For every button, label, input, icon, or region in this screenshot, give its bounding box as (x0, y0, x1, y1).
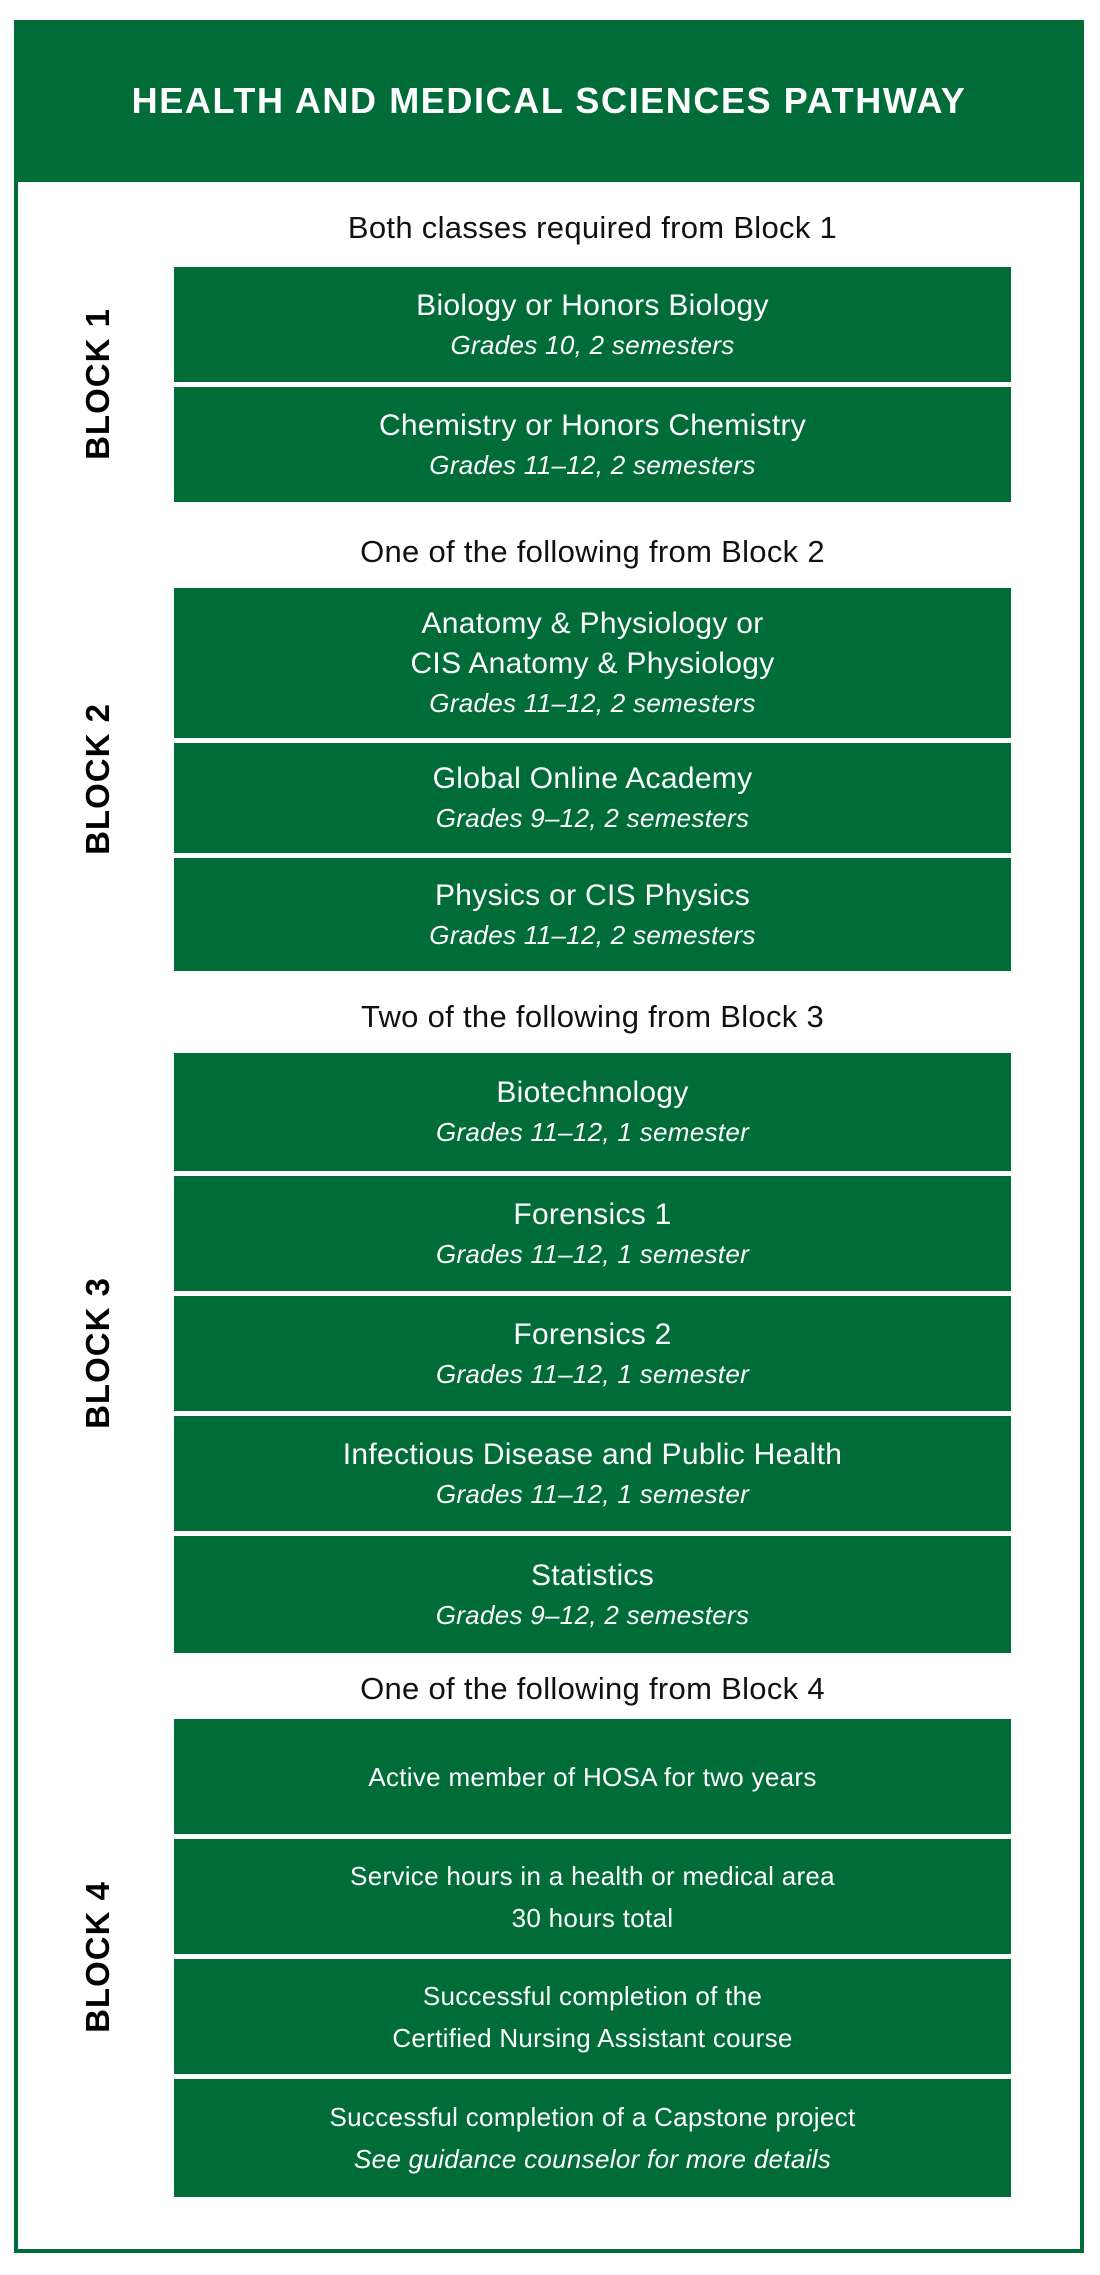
course-card-forensics-2 (174, 1296, 1011, 1411)
course-title-line2: CIS Anatomy & Physiology (410, 647, 775, 680)
requirement-card-capstone (174, 2079, 1011, 2197)
block-1-label: BLOCK 1 (79, 308, 116, 460)
course-detail: Grades 9–12, 2 semesters (435, 803, 750, 833)
requirement-title-line2: 30 hours total (511, 1902, 674, 1933)
course-detail: Grades 11–12, 1 semester (435, 1117, 750, 1147)
course-title: Chemistry or Honors Chemistry (378, 408, 807, 442)
course-card-forensics-1 (174, 1176, 1011, 1291)
course-title: Physics or CIS Physics (434, 878, 750, 912)
course-card-global-online-academy (174, 743, 1011, 853)
requirement-card-service-hours (174, 1839, 1011, 1954)
course-detail: Grades 10, 2 semesters (450, 329, 735, 360)
requirement-title-line2: Certified Nursing Assistant course (392, 2022, 793, 2053)
course-title: Anatomy & Physiology or (421, 607, 764, 640)
requirement-detail: See guidance counselor for more details (353, 2144, 832, 2174)
course-card-chemistry (174, 387, 1011, 502)
requirement-card-hosa (174, 1719, 1011, 1834)
block-4-instruction: One of the following from Block 4 (360, 1671, 825, 1706)
course-detail: Grades 11–12, 2 semesters (429, 449, 756, 480)
course-title: Statistics (530, 1558, 655, 1592)
course-detail: Grades 11–12, 2 semesters (429, 688, 756, 718)
course-card-statistics (174, 1536, 1011, 1653)
requirement-title: Successful completion of the (422, 1980, 763, 2011)
block-4-label: BLOCK 4 (79, 1881, 116, 2033)
requirement-title: Active member of HOSA for two years (368, 1761, 817, 1792)
course-title: Biology or Honors Biology (416, 288, 769, 322)
course-detail: Grades 11–12, 1 semester (435, 1238, 750, 1269)
requirement-card-cna (174, 1959, 1011, 2074)
course-card-biotechnology (174, 1053, 1011, 1171)
block-3-label: BLOCK 3 (79, 1277, 116, 1429)
page-title: HEALTH AND MEDICAL SCIENCES PATHWAY (131, 80, 967, 121)
block-1-instruction: Both classes required from Block 1 (347, 210, 838, 245)
course-title: Forensics 2 (513, 1317, 672, 1351)
course-card-anatomy-physiology (174, 588, 1011, 738)
block-3-instruction: Two of the following from Block 3 (360, 999, 825, 1034)
requirement-title: Successful completion of a Capstone project (329, 2102, 856, 2132)
course-card-physics (174, 858, 1011, 971)
block-2-label: BLOCK 2 (79, 703, 116, 855)
course-title: Forensics 1 (513, 1197, 672, 1231)
course-title: Global Online Academy (432, 762, 753, 795)
course-detail: Grades 11–12, 1 semester (435, 1358, 750, 1389)
course-card-infectious-disease (174, 1416, 1011, 1531)
requirement-title: Service hours in a health or medical area (350, 1860, 835, 1891)
pathway-header (14, 20, 1084, 182)
course-detail: Grades 11–12, 1 semester (435, 1478, 750, 1509)
block-2-instruction: One of the following from Block 2 (360, 534, 825, 569)
course-card-biology (174, 267, 1011, 382)
course-detail: Grades 9–12, 2 semesters (435, 1599, 750, 1630)
course-title: Infectious Disease and Public Health (342, 1437, 843, 1471)
course-detail: Grades 11–12, 2 semesters (429, 919, 756, 950)
course-title: Biotechnology (496, 1076, 689, 1109)
